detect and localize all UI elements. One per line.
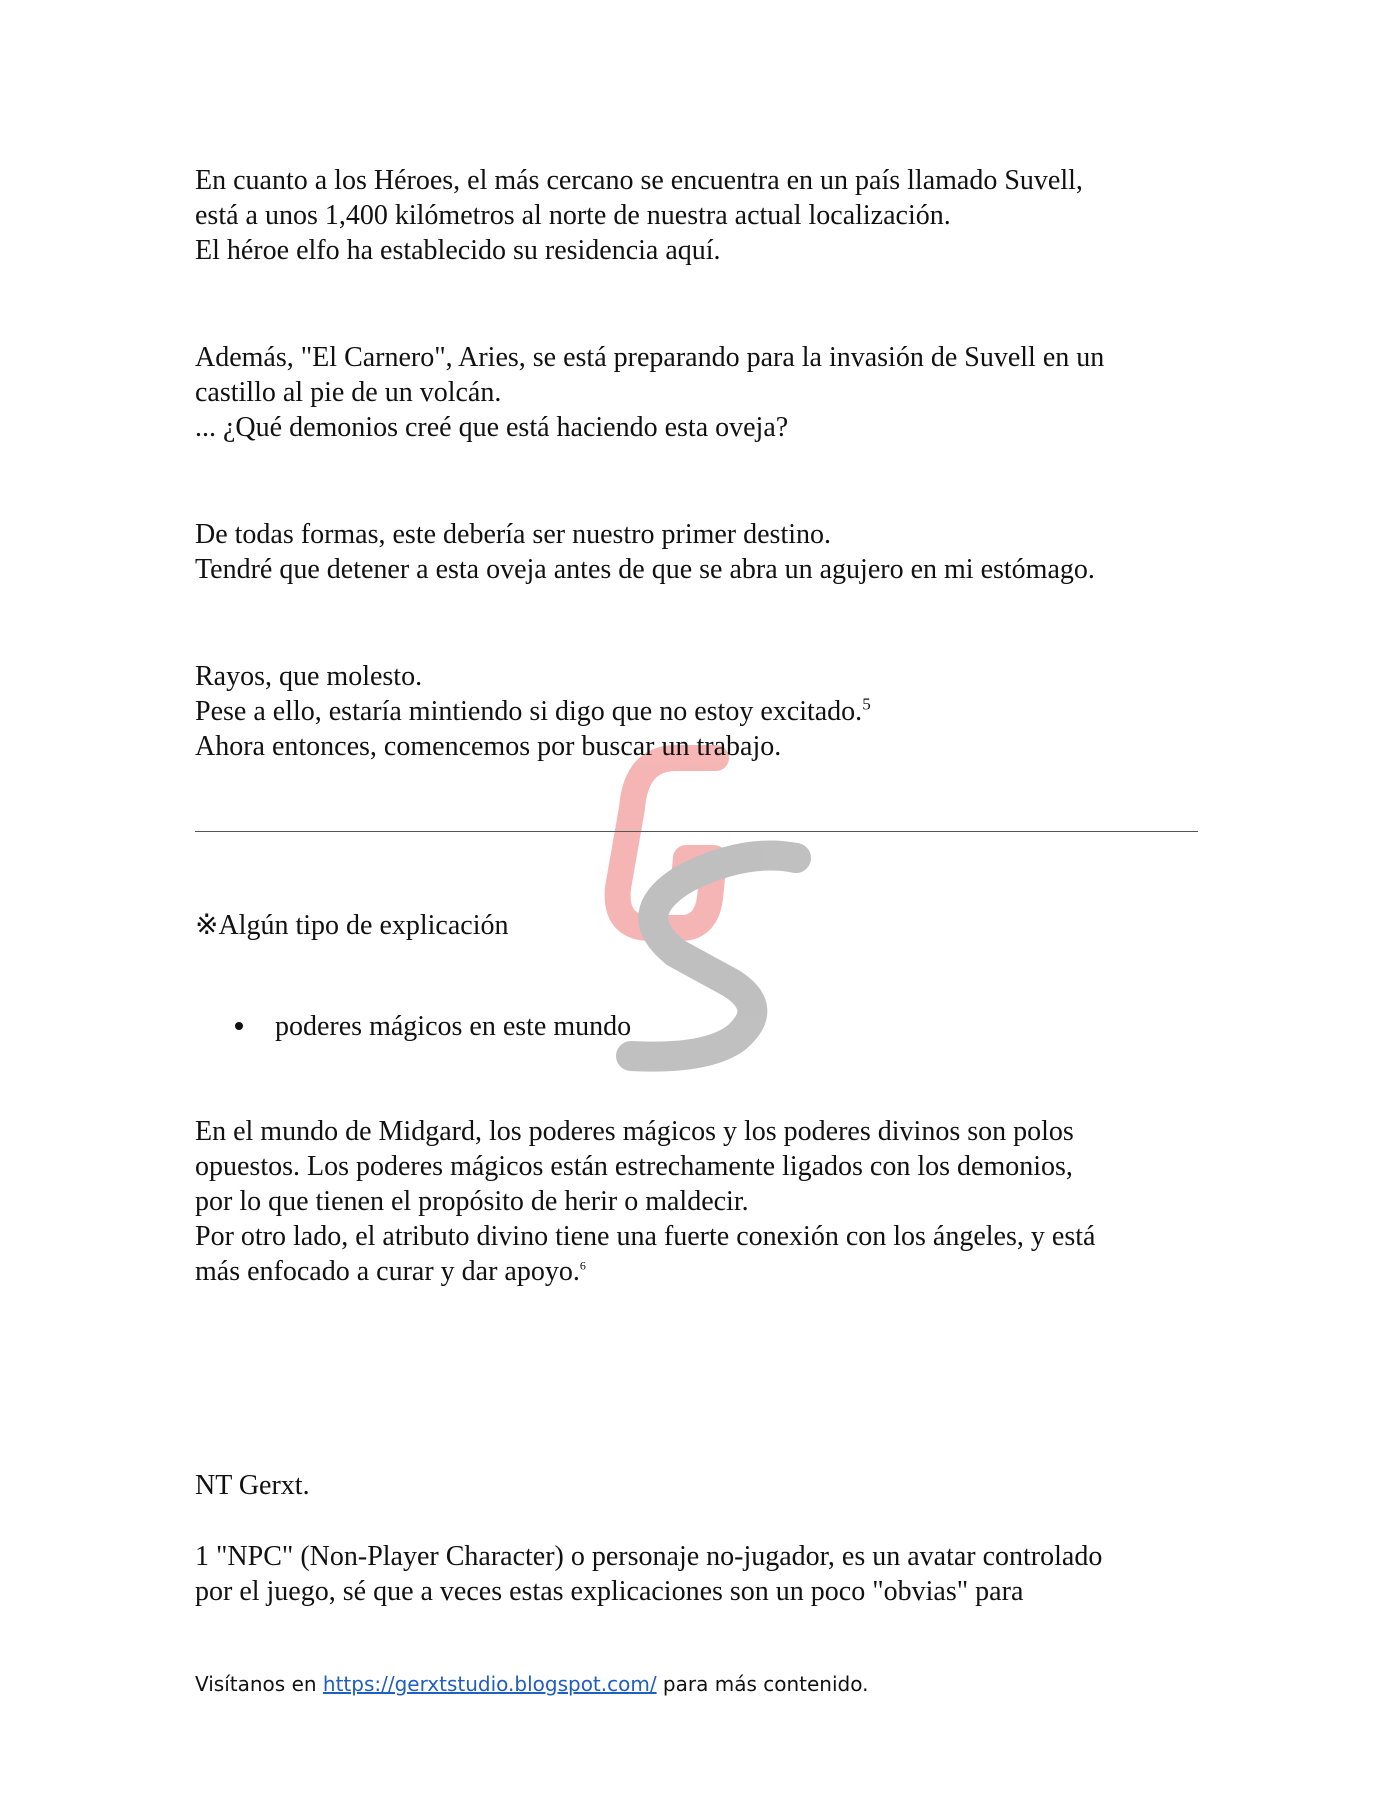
text-line: 1 "NPC" (Non-Player Character) o personaje no-jugador, es un avatar controlado: [195, 1541, 1103, 1572]
text-line: Además, "El Carnero", Aries, se está preparando para la invasión de Suvell en un: [195, 342, 1105, 373]
bullet-icon: [235, 1022, 243, 1030]
text-line: castillo al pie de un volcán.: [195, 377, 502, 408]
text-line: Rayos, que molesto.: [195, 661, 423, 692]
paragraph-aries: [195, 340, 1215, 445]
text-line: El héroe elfo ha establecido su residencia aquí.: [195, 235, 721, 266]
paragraph-midgard: [195, 1114, 1215, 1289]
list-item-label: poderes mágicos en este mundo: [275, 1011, 632, 1042]
text-line: opuestos. Los poderes mágicos están estrechamente ligados con los demonios,: [195, 1151, 1073, 1182]
blog-link[interactable]: https://gerxtstudio.blogspot.com/: [322, 1672, 657, 1696]
paragraph-annoying: [195, 659, 1215, 764]
text-line: por el juego, sé que a veces estas explicaciones son un poco "obvias" para: [195, 1576, 1024, 1607]
note-author: NT Gerxt.: [195, 1470, 310, 1501]
text-line: Por otro lado, el atributo divino tiene una fuerte conexión con los ángeles, y está: [195, 1221, 1096, 1252]
list-item: [235, 1009, 631, 1044]
text-line: En el mundo de Midgard, los poderes mágicos y los poderes divinos son polos: [195, 1116, 1074, 1147]
footer-prefix: Visítanos en: [195, 1672, 323, 1696]
page-footer: [195, 1671, 868, 1697]
translator-note-author: [195, 1468, 1215, 1503]
text-line: por lo que tienen el propósito de herir o maldecir.: [195, 1186, 749, 1217]
paragraph-heroes: [195, 163, 1215, 268]
footnote-1: [195, 1539, 1215, 1609]
explanation-heading: [195, 908, 1215, 943]
text-line: ... ¿Qué demonios creé que está haciendo esta oveja?: [195, 412, 789, 443]
footnote-marker[interactable]: 5: [862, 694, 871, 714]
text-line: Tendré que detener a esta oveja antes de que se abra un agujero en mi estómago.: [195, 554, 1095, 585]
text-line: De todas formas, este debería ser nuestro primer destino.: [195, 519, 832, 550]
footnote-marker[interactable]: 6: [579, 1258, 586, 1273]
text-line: está a unos 1,400 kilómetros al norte de nuestra actual localización.: [195, 200, 951, 231]
text-line: En cuanto a los Héroes, el más cercano se encuentra en un país llamado Suvell,: [195, 165, 1083, 196]
text-line-with-footnote: [195, 1254, 1215, 1289]
paragraph-destination: [195, 517, 1215, 587]
footer-suffix: para más contenido.: [656, 1672, 869, 1696]
text-line: Ahora entonces, comencemos por buscar un trabajo.: [195, 731, 782, 762]
text-span: más enfocado a curar y dar apoyo.: [195, 1256, 580, 1287]
text-span: Pese a ello, estaría mintiendo si digo que no estoy excitado.: [195, 696, 863, 727]
section-heading: ※Algún tipo de explicación: [195, 910, 509, 941]
text-line-with-footnote: [195, 694, 1215, 729]
horizontal-divider: [195, 831, 1198, 832]
explanation-bullet-list: [235, 1009, 631, 1044]
